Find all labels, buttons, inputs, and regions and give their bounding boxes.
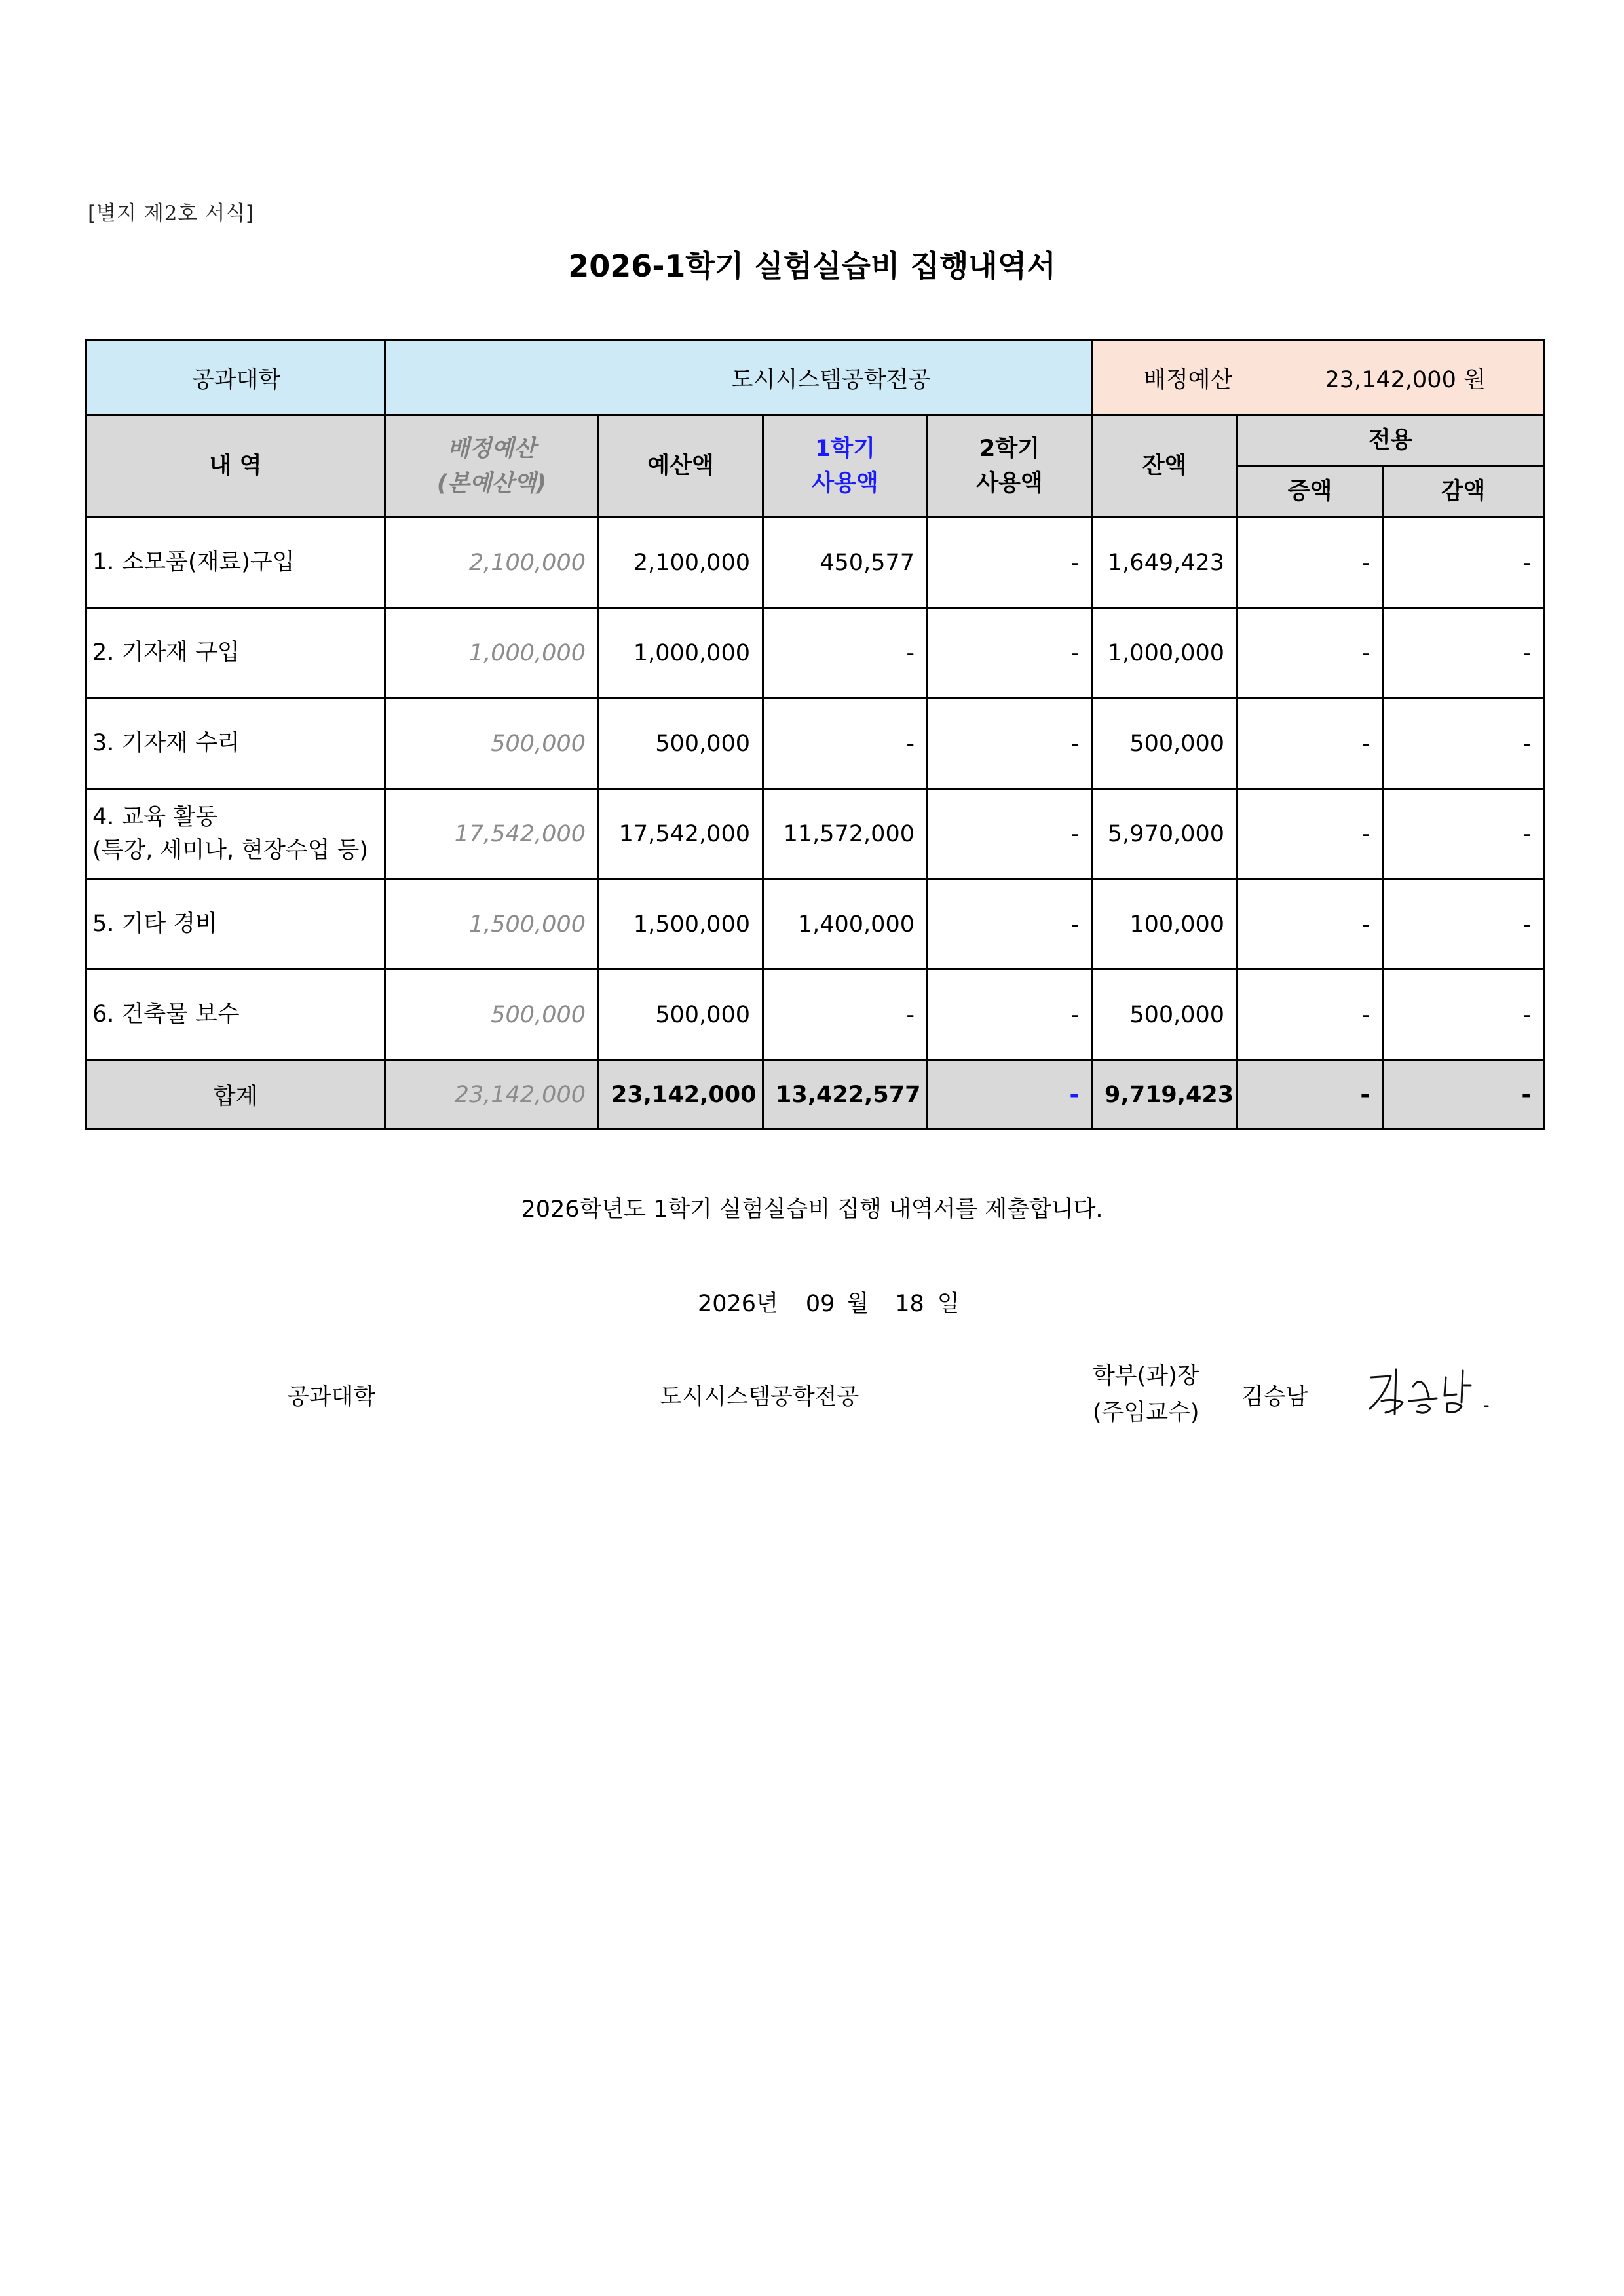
row-balance: 1,649,423 bbox=[1092, 518, 1237, 608]
row-balance: 500,000 bbox=[1092, 698, 1237, 789]
total-label: 합계 bbox=[86, 1060, 385, 1130]
row-allocated: 1,000,000 bbox=[385, 608, 599, 698]
row-budget: 1,500,000 bbox=[599, 879, 763, 970]
col-sem2: 2학기 사용액 bbox=[928, 415, 1092, 518]
row-sem1: 11,572,000 bbox=[763, 789, 928, 879]
budget-amount: 23,142,000 원 bbox=[1325, 366, 1486, 393]
row-item: 3. 기자재 수리 bbox=[86, 698, 385, 789]
row-sem2: - bbox=[928, 518, 1092, 608]
col-budget: 예산액 bbox=[599, 415, 763, 518]
column-header-row bbox=[86, 415, 1544, 467]
row-sem2: - bbox=[928, 970, 1092, 1060]
row-decrease: - bbox=[1383, 608, 1544, 698]
row-decrease: - bbox=[1383, 518, 1544, 608]
table-row bbox=[86, 608, 1544, 698]
row-budget: 500,000 bbox=[599, 970, 763, 1060]
footer-role: 학부(과)장 (주임교수) bbox=[1093, 1363, 1199, 1426]
row-item: 6. 건축물 보수 bbox=[86, 970, 385, 1060]
signature bbox=[1366, 1363, 1497, 1422]
row-allocated: 500,000 bbox=[385, 970, 599, 1060]
row-sem1: 450,577 bbox=[763, 518, 928, 608]
row-item: 4. 교육 활동 (특강, 세미나, 현장수업 등) bbox=[86, 789, 385, 879]
row-sem1: 1,400,000 bbox=[763, 879, 928, 970]
date-day: 18 bbox=[895, 1291, 924, 1317]
row-balance: 100,000 bbox=[1092, 879, 1237, 970]
header-department: 도시시스템공학전공 bbox=[385, 341, 1092, 415]
document-title: 2026-1학기 실험실습비 집행내역서 bbox=[568, 248, 1056, 284]
row-allocated: 2,100,000 bbox=[385, 518, 599, 608]
total-row bbox=[86, 1060, 1544, 1130]
expense-table bbox=[85, 339, 1545, 1130]
total-increase: - bbox=[1237, 1060, 1383, 1130]
row-decrease: - bbox=[1383, 970, 1544, 1060]
date-day-unit: 일 bbox=[937, 1291, 960, 1317]
table-row bbox=[86, 970, 1544, 1060]
col-sem1: 1학기 사용액 bbox=[763, 415, 928, 518]
total-sem1: 13,422,577 bbox=[763, 1060, 928, 1130]
row-budget: 500,000 bbox=[599, 698, 763, 789]
header-college: 공과대학 bbox=[86, 341, 385, 415]
row-increase: - bbox=[1237, 608, 1383, 698]
date-year: 2026년 bbox=[698, 1291, 778, 1317]
row-sem2: - bbox=[928, 879, 1092, 970]
row-decrease: - bbox=[1383, 879, 1544, 970]
row-balance: 500,000 bbox=[1092, 970, 1237, 1060]
row-budget: 17,542,000 bbox=[599, 789, 763, 879]
total-allocated: 23,142,000 bbox=[385, 1060, 599, 1130]
row-sem1: - bbox=[763, 698, 928, 789]
row-allocated: 17,542,000 bbox=[385, 789, 599, 879]
row-sem1: - bbox=[763, 608, 928, 698]
table-row bbox=[86, 698, 1544, 789]
row-increase: - bbox=[1237, 518, 1383, 608]
row-increase: - bbox=[1237, 698, 1383, 789]
col-balance: 잔액 bbox=[1092, 415, 1237, 518]
row-balance: 5,970,000 bbox=[1092, 789, 1237, 879]
footer-department: 도시시스템공학전공 bbox=[660, 1384, 859, 1410]
row-increase: - bbox=[1237, 970, 1383, 1060]
date-month: 09 bbox=[805, 1291, 835, 1317]
row-allocated: 1,500,000 bbox=[385, 879, 599, 970]
col-allocated: 배정예산 (본예산액) bbox=[385, 415, 599, 518]
col-increase: 증액 bbox=[1237, 467, 1383, 518]
col-item: 내 역 bbox=[86, 415, 385, 518]
total-sem2: - bbox=[928, 1060, 1092, 1130]
footer-college: 공과대학 bbox=[287, 1384, 376, 1410]
submission-date bbox=[698, 1286, 960, 1318]
row-sem1: - bbox=[763, 970, 928, 1060]
footer-name: 김승남 bbox=[1241, 1384, 1308, 1410]
row-increase: - bbox=[1237, 789, 1383, 879]
row-sem2: - bbox=[928, 608, 1092, 698]
row-allocated: 500,000 bbox=[385, 698, 599, 789]
row-decrease: - bbox=[1383, 698, 1544, 789]
row-item: 2. 기자재 구입 bbox=[86, 608, 385, 698]
row-item: 5. 기타 경비 bbox=[86, 879, 385, 970]
date-month-unit: 월 bbox=[846, 1291, 869, 1317]
col-decrease: 감액 bbox=[1383, 467, 1544, 518]
table-row bbox=[86, 518, 1544, 608]
row-sem2: - bbox=[928, 789, 1092, 879]
form-label: [별지 제2호 서식] bbox=[88, 202, 255, 225]
table-row bbox=[86, 879, 1544, 970]
total-decrease: - bbox=[1383, 1060, 1544, 1130]
row-increase: - bbox=[1237, 879, 1383, 970]
row-decrease: - bbox=[1383, 789, 1544, 879]
total-balance: 9,719,423 bbox=[1092, 1060, 1237, 1130]
row-item: 1. 소모품(재료)구입 bbox=[86, 518, 385, 608]
submission-statement: 2026학년도 1학기 실험실습비 집행 내역서를 제출합니다. bbox=[521, 1196, 1103, 1223]
row-balance: 1,000,000 bbox=[1092, 608, 1237, 698]
table-row bbox=[86, 789, 1544, 879]
row-sem2: - bbox=[928, 698, 1092, 789]
row-budget: 1,000,000 bbox=[599, 608, 763, 698]
header-budget bbox=[1092, 341, 1544, 415]
budget-label: 배정예산 bbox=[1144, 366, 1233, 393]
col-transfer: 전용 bbox=[1237, 415, 1544, 467]
header-row bbox=[86, 341, 1544, 415]
row-budget: 2,100,000 bbox=[599, 518, 763, 608]
total-budget: 23,142,000 bbox=[599, 1060, 763, 1130]
